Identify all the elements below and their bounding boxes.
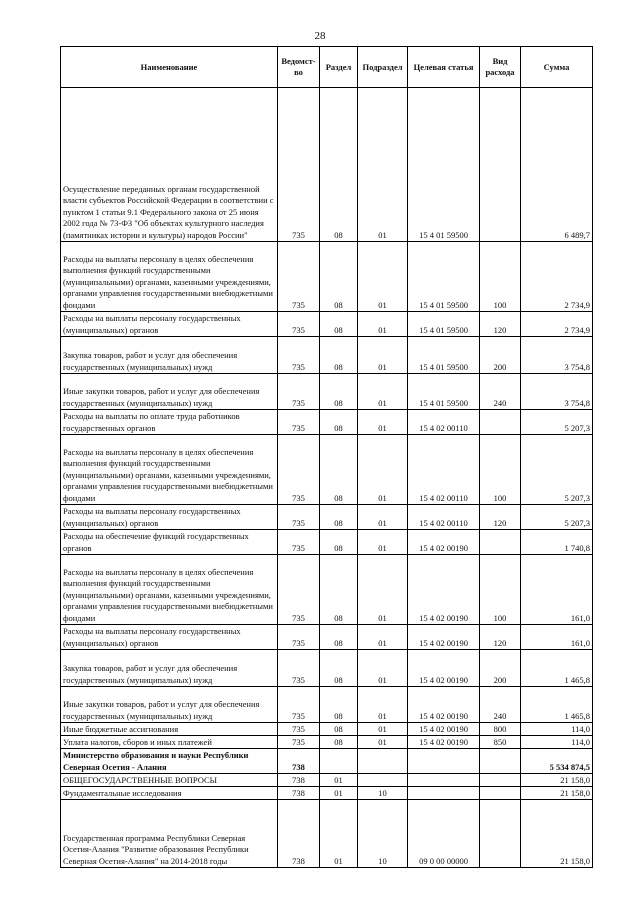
cell-target: 15 4 02 00190 — [408, 650, 480, 687]
table-row — [61, 410, 593, 435]
cell-target: 15 4 02 00190 — [408, 530, 480, 555]
cell-section: 08 — [320, 337, 358, 374]
cell-dept: 735 — [278, 723, 320, 736]
cell-dept: 735 — [278, 625, 320, 650]
cell-subsection: 01 — [358, 555, 408, 625]
cell-subsection — [358, 774, 408, 787]
cell-sum: 21 158,0 — [521, 787, 593, 800]
cell-section: 08 — [320, 687, 358, 723]
table-row — [61, 374, 593, 410]
table-row — [61, 800, 593, 868]
table-row — [61, 650, 593, 687]
cell-target: 15 4 01 59500 — [408, 312, 480, 337]
cell-sum: 1 465,8 — [521, 687, 593, 723]
cell-exp-type — [480, 749, 521, 774]
table-body — [61, 88, 593, 868]
cell-name: Расходы на выплаты персоналу государственных (муниципальных) органов — [61, 312, 278, 337]
cell-exp-type: 240 — [480, 687, 521, 723]
cell-section: 08 — [320, 530, 358, 555]
table-row — [61, 505, 593, 530]
cell-target: 09 0 00 00000 — [408, 800, 480, 868]
table-row — [61, 625, 593, 650]
cell-name: Расходы на выплаты персоналу государственных (муниципальных) органов — [61, 505, 278, 530]
cell-subsection: 01 — [358, 650, 408, 687]
cell-sum: 3 754,8 — [521, 337, 593, 374]
cell-dept: 738 — [278, 787, 320, 800]
cell-subsection: 01 — [358, 88, 408, 242]
cell-dept: 735 — [278, 374, 320, 410]
cell-dept: 735 — [278, 410, 320, 435]
cell-target: 15 4 02 00110 — [408, 505, 480, 530]
cell-subsection: 01 — [358, 374, 408, 410]
header-target: Целевая статья — [408, 47, 480, 88]
cell-target: 15 4 02 00110 — [408, 435, 480, 505]
cell-subsection: 01 — [358, 687, 408, 723]
cell-section: 08 — [320, 88, 358, 242]
table-row — [61, 242, 593, 312]
cell-exp-type: 120 — [480, 625, 521, 650]
cell-exp-type: 100 — [480, 435, 521, 505]
cell-section: 08 — [320, 625, 358, 650]
table-row — [61, 723, 593, 736]
cell-exp-type: 800 — [480, 723, 521, 736]
cell-section: 01 — [320, 774, 358, 787]
cell-target — [408, 749, 480, 774]
cell-exp-type — [480, 787, 521, 800]
cell-section: 08 — [320, 650, 358, 687]
cell-dept: 735 — [278, 88, 320, 242]
cell-target: 15 4 02 00190 — [408, 555, 480, 625]
cell-section: 08 — [320, 374, 358, 410]
table-row — [61, 435, 593, 505]
table-row — [61, 787, 593, 800]
cell-name: Министерство образования и науки Республики Северная Осетия - Алания — [61, 749, 278, 774]
cell-section: 01 — [320, 787, 358, 800]
cell-subsection: 01 — [358, 312, 408, 337]
cell-name: Расходы на выплаты персоналу государственных (муниципальных) органов — [61, 625, 278, 650]
header-exp-type: Вид расхода — [480, 47, 521, 88]
cell-target: 15 4 01 59500 — [408, 374, 480, 410]
cell-exp-type: 200 — [480, 337, 521, 374]
table-row — [61, 687, 593, 723]
cell-target: 15 4 02 00110 — [408, 410, 480, 435]
header-name: Наименование — [61, 47, 278, 88]
cell-exp-type — [480, 774, 521, 787]
cell-dept: 738 — [278, 800, 320, 868]
cell-name: Расходы на выплаты персоналу в целях обеспечения выполнения функций государственными (муниципальными) органами, казенными учреждениями, органами управления государственными внебюджетными фондами — [61, 435, 278, 505]
cell-name: Государственная программа Республики Северная Осетия-Алания "Развитие образования Республики Северная Осетия-Алания" на 2014-2018 годы — [61, 800, 278, 868]
cell-name: Осуществление переданных органам государственной власти субъектов Российской Федерации в соответствии с пунктом 1 статьи 9.1 Федерального закона от 25 июня 2002 года № 73-ФЗ "Об объектах культурного наследия (памятниках истории и культуры) народов России" — [61, 88, 278, 242]
cell-dept: 735 — [278, 435, 320, 505]
cell-target: 15 4 01 59500 — [408, 88, 480, 242]
cell-name: Иные закупки товаров, работ и услуг для обеспечения государственных (муниципальных) нужд — [61, 374, 278, 410]
cell-section: 08 — [320, 410, 358, 435]
cell-dept: 735 — [278, 242, 320, 312]
cell-subsection: 01 — [358, 530, 408, 555]
cell-exp-type — [480, 410, 521, 435]
page-number: 28 — [314, 30, 326, 42]
header-sum: Сумма — [521, 47, 593, 88]
cell-section: 08 — [320, 505, 358, 530]
budget-table — [60, 46, 593, 868]
cell-exp-type: 120 — [480, 505, 521, 530]
cell-sum: 3 754,8 — [521, 374, 593, 410]
cell-dept: 735 — [278, 337, 320, 374]
cell-subsection: 01 — [358, 625, 408, 650]
cell-exp-type: 850 — [480, 736, 521, 749]
cell-name: Уплата налогов, сборов и иных платежей — [61, 736, 278, 749]
table-row — [61, 774, 593, 787]
cell-target: 15 4 02 00190 — [408, 687, 480, 723]
cell-name: Иные закупки товаров, работ и услуг для обеспечения государственных (муниципальных) нужд — [61, 687, 278, 723]
cell-exp-type: 100 — [480, 555, 521, 625]
cell-name: Закупка товаров, работ и услуг для обеспечения государственных (муниципальных) нужд — [61, 650, 278, 687]
cell-exp-type: 200 — [480, 650, 521, 687]
cell-subsection: 01 — [358, 505, 408, 530]
cell-sum: 21 158,0 — [521, 800, 593, 868]
cell-dept: 735 — [278, 650, 320, 687]
cell-section: 08 — [320, 723, 358, 736]
cell-subsection — [358, 749, 408, 774]
cell-exp-type — [480, 88, 521, 242]
cell-sum: 6 489,7 — [521, 88, 593, 242]
cell-exp-type — [480, 530, 521, 555]
cell-section — [320, 749, 358, 774]
cell-subsection: 01 — [358, 736, 408, 749]
cell-section: 08 — [320, 736, 358, 749]
cell-section: 08 — [320, 242, 358, 312]
cell-name: Расходы на выплаты по оплате труда работников государственных органов — [61, 410, 278, 435]
cell-dept: 735 — [278, 312, 320, 337]
cell-sum: 114,0 — [521, 723, 593, 736]
cell-dept: 735 — [278, 555, 320, 625]
table-row — [61, 312, 593, 337]
cell-exp-type: 120 — [480, 312, 521, 337]
cell-sum: 5 207,3 — [521, 410, 593, 435]
cell-target — [408, 787, 480, 800]
table-row — [61, 530, 593, 555]
cell-sum: 5 534 874,5 — [521, 749, 593, 774]
cell-exp-type — [480, 800, 521, 868]
header-subsection: Подраздел — [358, 47, 408, 88]
cell-sum: 1 465,8 — [521, 650, 593, 687]
table-row — [61, 555, 593, 625]
cell-subsection: 01 — [358, 435, 408, 505]
cell-name: Закупка товаров, работ и услуг для обеспечения государственных (муниципальных) нужд — [61, 337, 278, 374]
cell-name: Иные бюджетные ассигнования — [61, 723, 278, 736]
cell-exp-type: 240 — [480, 374, 521, 410]
cell-dept: 735 — [278, 687, 320, 723]
cell-sum: 2 734,9 — [521, 242, 593, 312]
table-row — [61, 736, 593, 749]
cell-sum: 1 740,8 — [521, 530, 593, 555]
cell-section: 08 — [320, 312, 358, 337]
table-row — [61, 749, 593, 774]
cell-target: 15 4 01 59500 — [408, 337, 480, 374]
cell-target: 15 4 01 59500 — [408, 242, 480, 312]
cell-target: 15 4 02 00190 — [408, 625, 480, 650]
cell-name: Расходы на выплаты персоналу в целях обеспечения выполнения функций государственными (муниципальными) органами, казенными учреждениями, органами управления государственными внебюджетными фондами — [61, 555, 278, 625]
cell-section: 08 — [320, 435, 358, 505]
cell-subsection: 01 — [358, 410, 408, 435]
cell-sum: 161,0 — [521, 555, 593, 625]
cell-name: Расходы на обеспечение функций государственных органов — [61, 530, 278, 555]
table-row — [61, 88, 593, 242]
cell-sum: 21 158,0 — [521, 774, 593, 787]
cell-target — [408, 774, 480, 787]
cell-subsection: 10 — [358, 800, 408, 868]
cell-subsection: 01 — [358, 337, 408, 374]
cell-subsection: 01 — [358, 723, 408, 736]
cell-section: 08 — [320, 555, 358, 625]
cell-name: ОБЩЕГОСУДАРСТВЕННЫЕ ВОПРОСЫ — [61, 774, 278, 787]
cell-subsection: 10 — [358, 787, 408, 800]
cell-name: Расходы на выплаты персоналу в целях обеспечения выполнения функций государственными (муниципальными) органами, казенными учреждениями, органами управления государственными внебюджетными фондами — [61, 242, 278, 312]
cell-sum: 2 734,9 — [521, 312, 593, 337]
cell-target: 15 4 02 00190 — [408, 736, 480, 749]
cell-sum: 5 207,3 — [521, 435, 593, 505]
table-row — [61, 337, 593, 374]
cell-name: Фундаментальные исследования — [61, 787, 278, 800]
table-header-row — [61, 47, 593, 88]
cell-dept: 738 — [278, 774, 320, 787]
cell-section: 01 — [320, 800, 358, 868]
cell-dept: 738 — [278, 749, 320, 774]
cell-dept: 735 — [278, 530, 320, 555]
cell-subsection: 01 — [358, 242, 408, 312]
header-dept: Ведомст-во — [278, 47, 320, 88]
cell-sum: 5 207,3 — [521, 505, 593, 530]
header-section: Раздел — [320, 47, 358, 88]
cell-dept: 735 — [278, 736, 320, 749]
cell-exp-type: 100 — [480, 242, 521, 312]
cell-dept: 735 — [278, 505, 320, 530]
cell-sum: 114,0 — [521, 736, 593, 749]
cell-sum: 161,0 — [521, 625, 593, 650]
cell-target: 15 4 02 00190 — [408, 723, 480, 736]
